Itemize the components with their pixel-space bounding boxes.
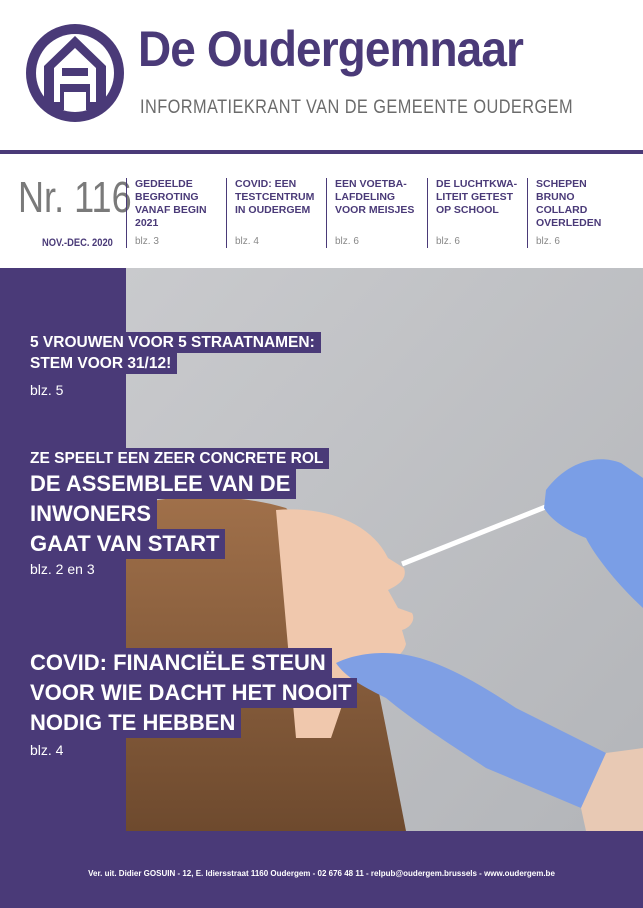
cover-story-2[interactable] xyxy=(24,448,329,577)
teaser-item[interactable] xyxy=(326,178,427,248)
cover-area xyxy=(0,268,643,831)
teaser-item[interactable] xyxy=(226,178,327,248)
footer xyxy=(0,831,643,908)
cover-kicker: ZE SPEELT EEN ZEER CONCRETE ROL xyxy=(24,448,329,469)
newspaper-title: De Oudergemnaar xyxy=(138,21,524,77)
issue-date: NOV.-DEC. 2020 xyxy=(42,237,113,249)
house-in-circle-icon xyxy=(24,22,126,124)
teaser-page: blz. 4 xyxy=(235,236,259,247)
header-divider xyxy=(0,150,643,154)
issue-number: Nr. 116 xyxy=(18,173,132,222)
masthead xyxy=(0,0,643,148)
page-reference: blz. 5 xyxy=(30,382,64,398)
page-reference: blz. 2 en 3 xyxy=(30,561,95,577)
teaser-headline: SCHEPEN BRUNO COLLARD OVERLEDEN xyxy=(536,178,602,229)
teaser-page: blz. 6 xyxy=(536,236,560,247)
teaser-page: blz. 6 xyxy=(436,236,460,247)
cover-headline: NODIG TE HEBBEN xyxy=(24,708,241,738)
teaser-item[interactable] xyxy=(427,178,528,248)
cover-headline: DE ASSEMBLEE VAN DE xyxy=(24,469,296,499)
teaser-headline: EEN VOETBA-LAFDELING VOOR MEISJES xyxy=(335,178,415,216)
cover-story-3[interactable] xyxy=(24,648,357,758)
teaser-headline: DE LUCHTKWA-LITEIT GETEST OP SCHOOL xyxy=(436,178,518,216)
publisher-info: Ver. uit. Didier GOSUIN - 12, E. Idiersstraat 1160 Oudergem - 02 676 48 11 - relpub@oudergem.brussels - www.oudergem.be xyxy=(88,869,555,878)
cover-story-1[interactable] xyxy=(24,332,321,401)
page-reference: blz. 4 xyxy=(30,742,64,758)
teaser-page: blz. 6 xyxy=(335,236,359,247)
cover-headline: STEM VOOR 31/12! xyxy=(24,353,177,374)
cover-headline: GAAT VAN START xyxy=(24,529,225,559)
newspaper-subtitle: INFORMATIEKRANT VAN DE GEMEENTE OUDERGEM xyxy=(140,97,574,118)
cover-headline: VOOR WIE DACHT HET NOOIT xyxy=(24,678,357,708)
teaser-headline: GEDEELDE BEGROTING VANAF BEGIN 2021 xyxy=(135,178,207,229)
teaser-item[interactable] xyxy=(126,178,227,248)
teaser-page: blz. 3 xyxy=(135,236,159,247)
cover-headline: INWONERS xyxy=(24,499,157,529)
teaser-headline: COVID: EEN TESTCENTRUM IN OUDERGEM xyxy=(235,178,315,216)
cover-headline: 5 VROUWEN VOOR 5 STRAATNAMEN: xyxy=(24,332,321,353)
cover-headline: COVID: FINANCIËLE STEUN xyxy=(24,648,332,678)
teaser-item[interactable] xyxy=(527,178,626,248)
